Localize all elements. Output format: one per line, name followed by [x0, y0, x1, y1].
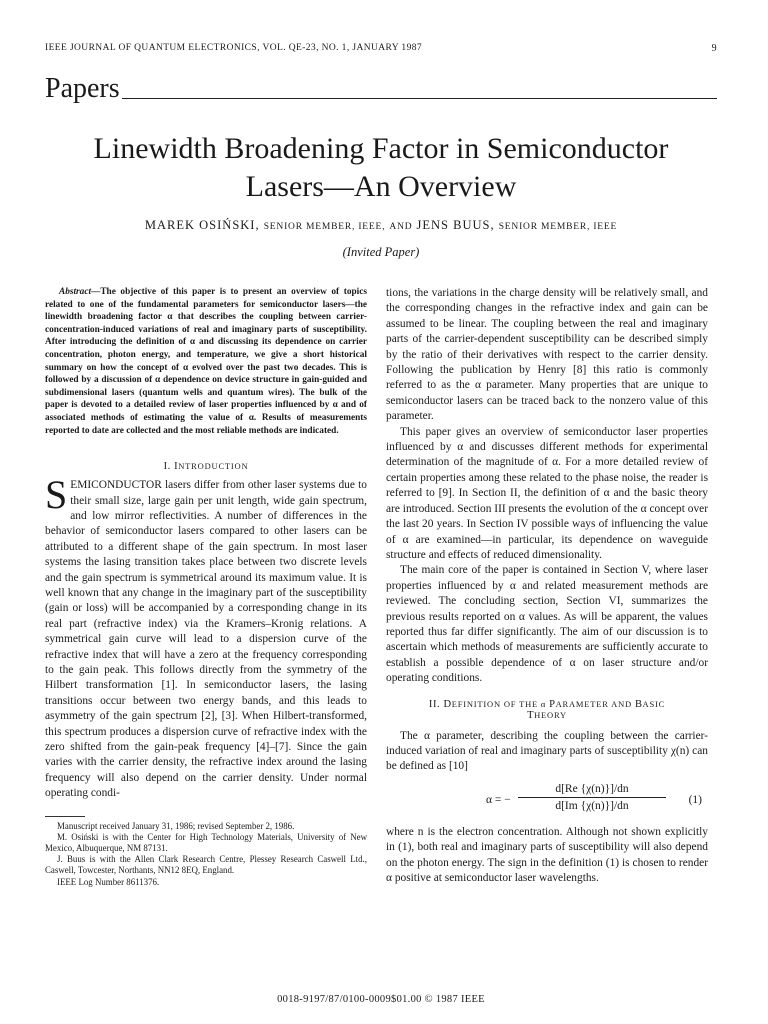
author-2-name: JENS BUUS, — [416, 218, 495, 232]
paper-title — [45, 130, 717, 206]
section-1-cap: I — [174, 461, 179, 473]
section-2-rest-2: ARAMETER AND — [555, 698, 635, 709]
section-2-numeral: II. — [428, 698, 441, 710]
abstract-lead: Abstract — [59, 287, 92, 297]
section-2-rest-3: ASIC — [642, 698, 666, 709]
title-line-2: Lasers—An Overview — [245, 170, 517, 203]
body-paragraph: where n is the electron concentration. Although not shown explicitly in (1), both real and imaginary parts of susceptibility will also depend on the photon energy. The sign in the definition (1) is chosen to render α positive at semiconductor laser wavelengths. — [386, 825, 708, 884]
section-heading-definition — [386, 699, 708, 721]
section-2-rest-1: EFINITION OF THE α — [451, 698, 550, 709]
section-kicker-label: Papers — [45, 73, 120, 104]
footnote-rule — [45, 816, 85, 817]
author-line — [45, 218, 717, 233]
body-paragraph: This paper gives an overview of semiconductor laser properties influenced by α and discusses different methods for experimental determination of the magnitude of α. For a more detailed review of certain properties among these related to the phase noise, the reader is referred to [9]. In Section II, the definition of α and the basic theory are introduced. Section III presents the evolution of the α concept over the last 20 years. In Section IV possible ways of influencing the value of α are examined—in particular, its dependence on waveguide structure and effects of reduced dimensionality. — [386, 425, 708, 561]
equation-fraction — [518, 783, 666, 812]
section-2-cap-t: T — [527, 709, 535, 721]
footnote: M. Osiński is with the Center for High Technology Materials, University of New Mexico, Albuquerque, NM 87131. — [45, 831, 367, 854]
introduction-text: EMICONDUCTOR lasers differ from other laser systems due to their small size, large gain per unit length, wide gain spectrum, and low mirror reflectivities. A number of differences in the behavior of semiconductor lasers compared to other lasers can be attributed to a different shape of the gain spectrum. In most laser systems the lasing transition takes place between two discrete levels and the gain spectrum is symmetrical around its maximum value. It is well known that any change in the imaginary part of the susceptibility (gain or loss) will be accompanied by a corresponding change in its real part (refractive index) via the Kramers–Kronig relations. A symmetrical gain curve will lead to a dispersion curve of the refractive index that will have a zero at the frequency corresponding to the gain peak. This follows directly from the symmetry of the Hilbert transformation [1]. In semiconductor lasers, the lasing transitions occur between two energy bands, and this leads to asymmetry of the gain spectrum [2], [3]. When Hilbert-transformed, this spectrum produces a dispersion curve of refractive index with the zero shifted from the gain-peak frequency [4]–[7]. Since the gain varies with the carrier density, the refractive index around the lasing frequency will also depend on the carrier density. Under normal operating condi- — [45, 479, 367, 800]
footnote: IEEE Log Number 8611376. — [57, 876, 160, 887]
author-2-rank: SENIOR MEMBER, IEEE — [498, 222, 618, 232]
equation-1 — [386, 783, 708, 819]
body-paragraph: tions, the variations in the charge density will be relatively small, and the corresponding changes in the refractive index and gain can be assumed to be linear. The coupling between the real and imaginary parts of the carrier-dependent susceptibility can be described simply by the ratio of their derivatives with respect to the carrier density. Following the publication by Henry [8] this ratio is commonly referred to as the α parameter. Many properties that are unique to semiconductor lasers can be traced back to the nonzero value of this parameter. — [386, 287, 708, 423]
abstract-text: —The objective of this paper is to present an overview of topics related to one of the fundamental parameters for semiconductor lasers—the linewidth broadening factor α that describes the coupling between carrier-concentration-induced variations of real and imaginary parts of susceptibility. After introducing the definition of α and discussing its dependence on carrier concentration, photon energy, and temperature, we give a short historical summary on how the concept of α evolved over the past two decades. This is followed by a discussion of α dependence on device structure in gain-guided and subdimensional lasers (quantum wells and quantum wires). The bulk of the paper is devoted to a detailed review of laser properties influenced by α and of associated methods of estimating the value of α. Results of measurements reported to date are collected and the most reliable methods are indicated. — [45, 287, 367, 436]
kicker-rule — [45, 98, 717, 99]
section-2-cap-d: D — [443, 698, 452, 710]
section-kicker — [45, 72, 717, 106]
footnote: Manuscript received January 31, 1986; revised September 2, 1986. — [57, 820, 295, 831]
body-paragraph: The α parameter, describing the coupling between the carrier-induced variation of real and imaginary parts of susceptibility χ(n) can be defined as [10] — [386, 729, 708, 773]
drop-cap: S — [45, 472, 68, 518]
journal-citation: IEEE JOURNAL OF QUANTUM ELECTRONICS, VOL. QE-23, NO. 1, JANUARY 1987 — [45, 43, 423, 53]
footnotes — [45, 816, 367, 888]
section-2-cap-p: P — [549, 698, 556, 710]
abstract — [45, 286, 367, 437]
equation-number: (1) — [688, 793, 702, 806]
title-line-1: Linewidth Broadening Factor in Semiconductor — [93, 132, 669, 165]
left-column — [45, 286, 367, 888]
author-joiner: AND — [389, 222, 413, 232]
equation-denominator: d[Im {χ(n)}]/dn — [555, 799, 629, 812]
body-paragraph: The main core of the paper is contained in Section V, where laser properties influenced by α and related measurement methods are reviewed. The concluding section, Section VI, summarizes the previous results reported on α values. As will be apparent, the values reported thus far differ significantly. The aim of our discussion is to ascertain which methods of measurements are sufficiently accurate to establish a possible dependence of α on laser structure and/or operating conditions. — [386, 564, 708, 685]
section-1-numeral: I. — [163, 461, 171, 473]
introduction-paragraph — [45, 472, 367, 802]
right-column — [386, 286, 708, 886]
section-heading-introduction — [45, 461, 367, 472]
equation-lhs: α = − — [486, 793, 511, 806]
copyright-footer: 0018-9197/87/0100-0009$01.00 © 1987 IEEE — [277, 994, 485, 1005]
section-2-cap-b: B — [634, 698, 643, 710]
author-1-name: MAREK OSIŃSKI, — [144, 218, 260, 232]
section-2-rest-4: HEORY — [534, 709, 567, 720]
running-head — [45, 43, 717, 53]
invited-paper-note: (Invited Paper) — [342, 245, 420, 259]
page-number: 9 — [711, 43, 717, 54]
section-1-rest: NTRODUCTION — [178, 461, 249, 472]
footnote: J. Buus is with the Allen Clark Research Centre, Plessey Research Caswell Ltd., Caswell, Towcester, Northants, NN12 8EQ, England. — [45, 854, 367, 876]
equation-numerator: d[Re {χ(n)}]/dn — [518, 783, 666, 798]
author-1-rank: SENIOR MEMBER, IEEE, — [263, 222, 386, 232]
